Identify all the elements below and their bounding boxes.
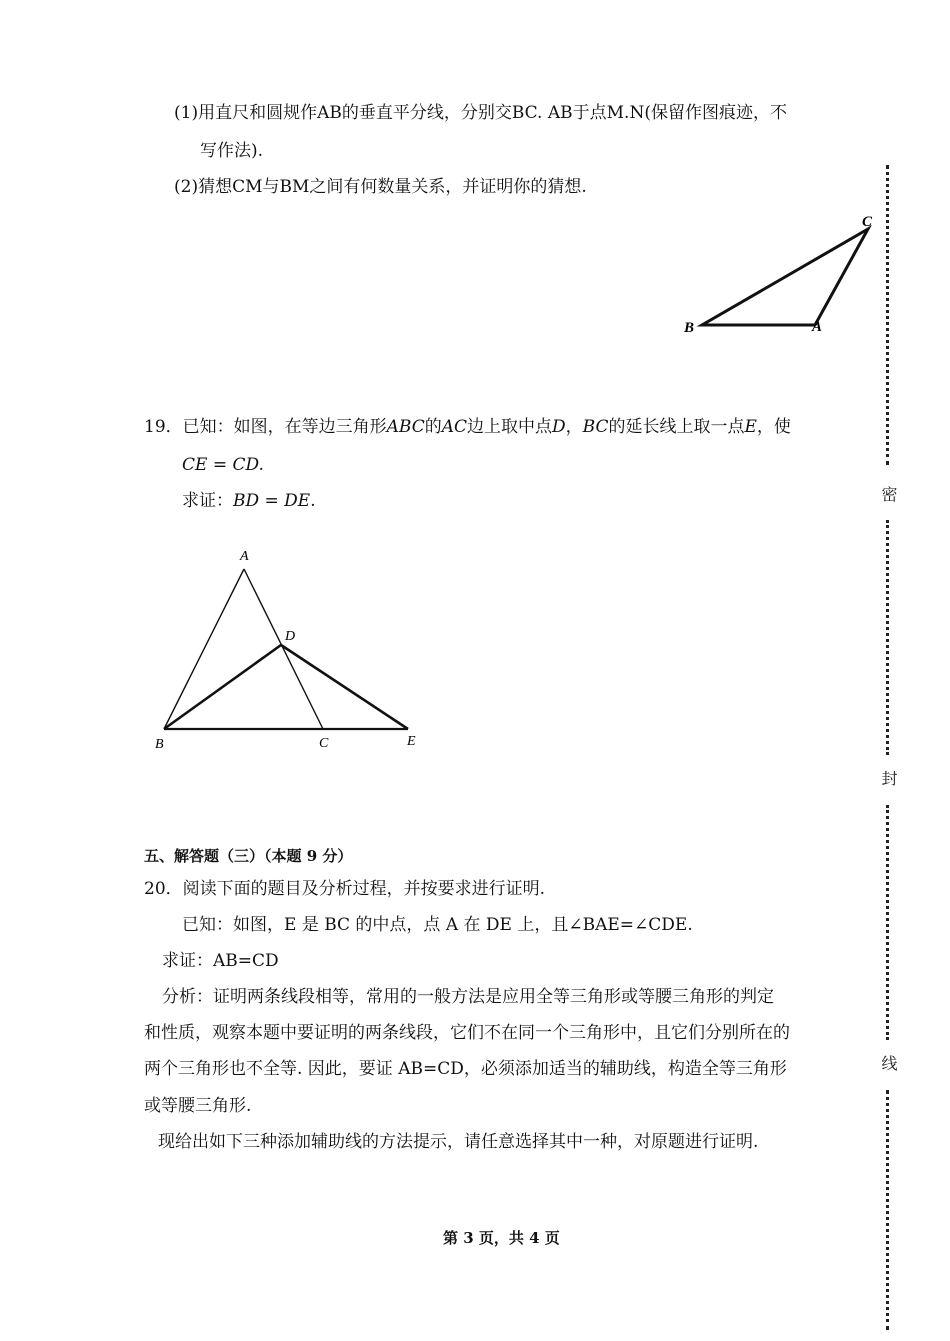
margin-dotted-line-3 [886,805,889,1040]
q18-label-c: C [862,214,873,230]
q20-line1: 20．阅读下面的题目及分析过程，并按要求进行证明. [144,879,546,899]
q19-label-a: A [240,549,249,564]
q20-analysis-4: 或等腰三角形. [144,1096,252,1116]
q20-prove: 求证：AB=CD [162,951,279,971]
q18-triangle [702,229,868,325]
page-number: 第 3 页，共 4 页 [443,1229,560,1247]
q20-hint: 现给出如下三种添加辅助线的方法提示，请任意选择其中一种，对原题进行证明. [158,1132,759,1152]
q20-given: 已知：如图，E 是 BC 的中点，点 A 在 DE 上，且∠BAE=∠CDE. [182,915,693,935]
q19-number: 19． [144,417,183,437]
margin-char-mi: 密 [879,486,898,502]
q18-figure [670,200,890,345]
q19-label-e: E [407,734,416,749]
q18-part1-line1: (1)用直尺和圆规作AB的垂直平分线，分别交BC. AB于点M.N(保留作图痕迹，不 [174,103,787,123]
q19-condition: CE = CD. [182,455,264,475]
margin-dotted-line-4 [886,1090,889,1330]
q19-seg-bd [164,645,281,729]
q19-figure [145,540,435,755]
q18-label-b: B [684,320,695,336]
q19-seg-de [281,645,408,729]
q20-analysis-2: 和性质，观察本题中要证明的两条线段，它们不在同一个三角形中，且它们分别所在的 [144,1023,790,1043]
q19-label-b: B [155,737,164,752]
q19-label-c: C [319,736,329,751]
q18-part2: (2)猜想CM与BM之间有何数量关系，并证明你的猜想. [174,177,587,197]
q19-prove: 求证：BD = DE. [182,491,316,511]
margin-char-xian: 线 [879,1055,898,1071]
q18-label-a: A [812,319,823,335]
section5-heading: 五、解答题（三）（本题 9 分） [144,847,353,865]
q19-seg-ac [244,569,323,729]
margin-char-feng: 封 [879,770,898,786]
q20-analysis-1: 分析：证明两条线段相等，常用的一般方法是应用全等三角形或等腰三角形的判定 [162,987,774,1007]
margin-dotted-line-2 [886,520,889,755]
q19-line1: 19．已知：如图，在等边三角形ABC的AC边上取中点D，BC的延长线上取一点E，使 [144,417,791,437]
q18-part1-line2: 写作法). [200,141,264,161]
q19-label-d: D [285,629,296,644]
q19-seg-ab [164,569,244,729]
margin-dotted-line-1 [886,165,889,465]
q20-analysis-3: 两个三角形也不全等. 因此，要证 AB=CD，必须添加适当的辅助线，构造全等三角形 [144,1059,787,1079]
